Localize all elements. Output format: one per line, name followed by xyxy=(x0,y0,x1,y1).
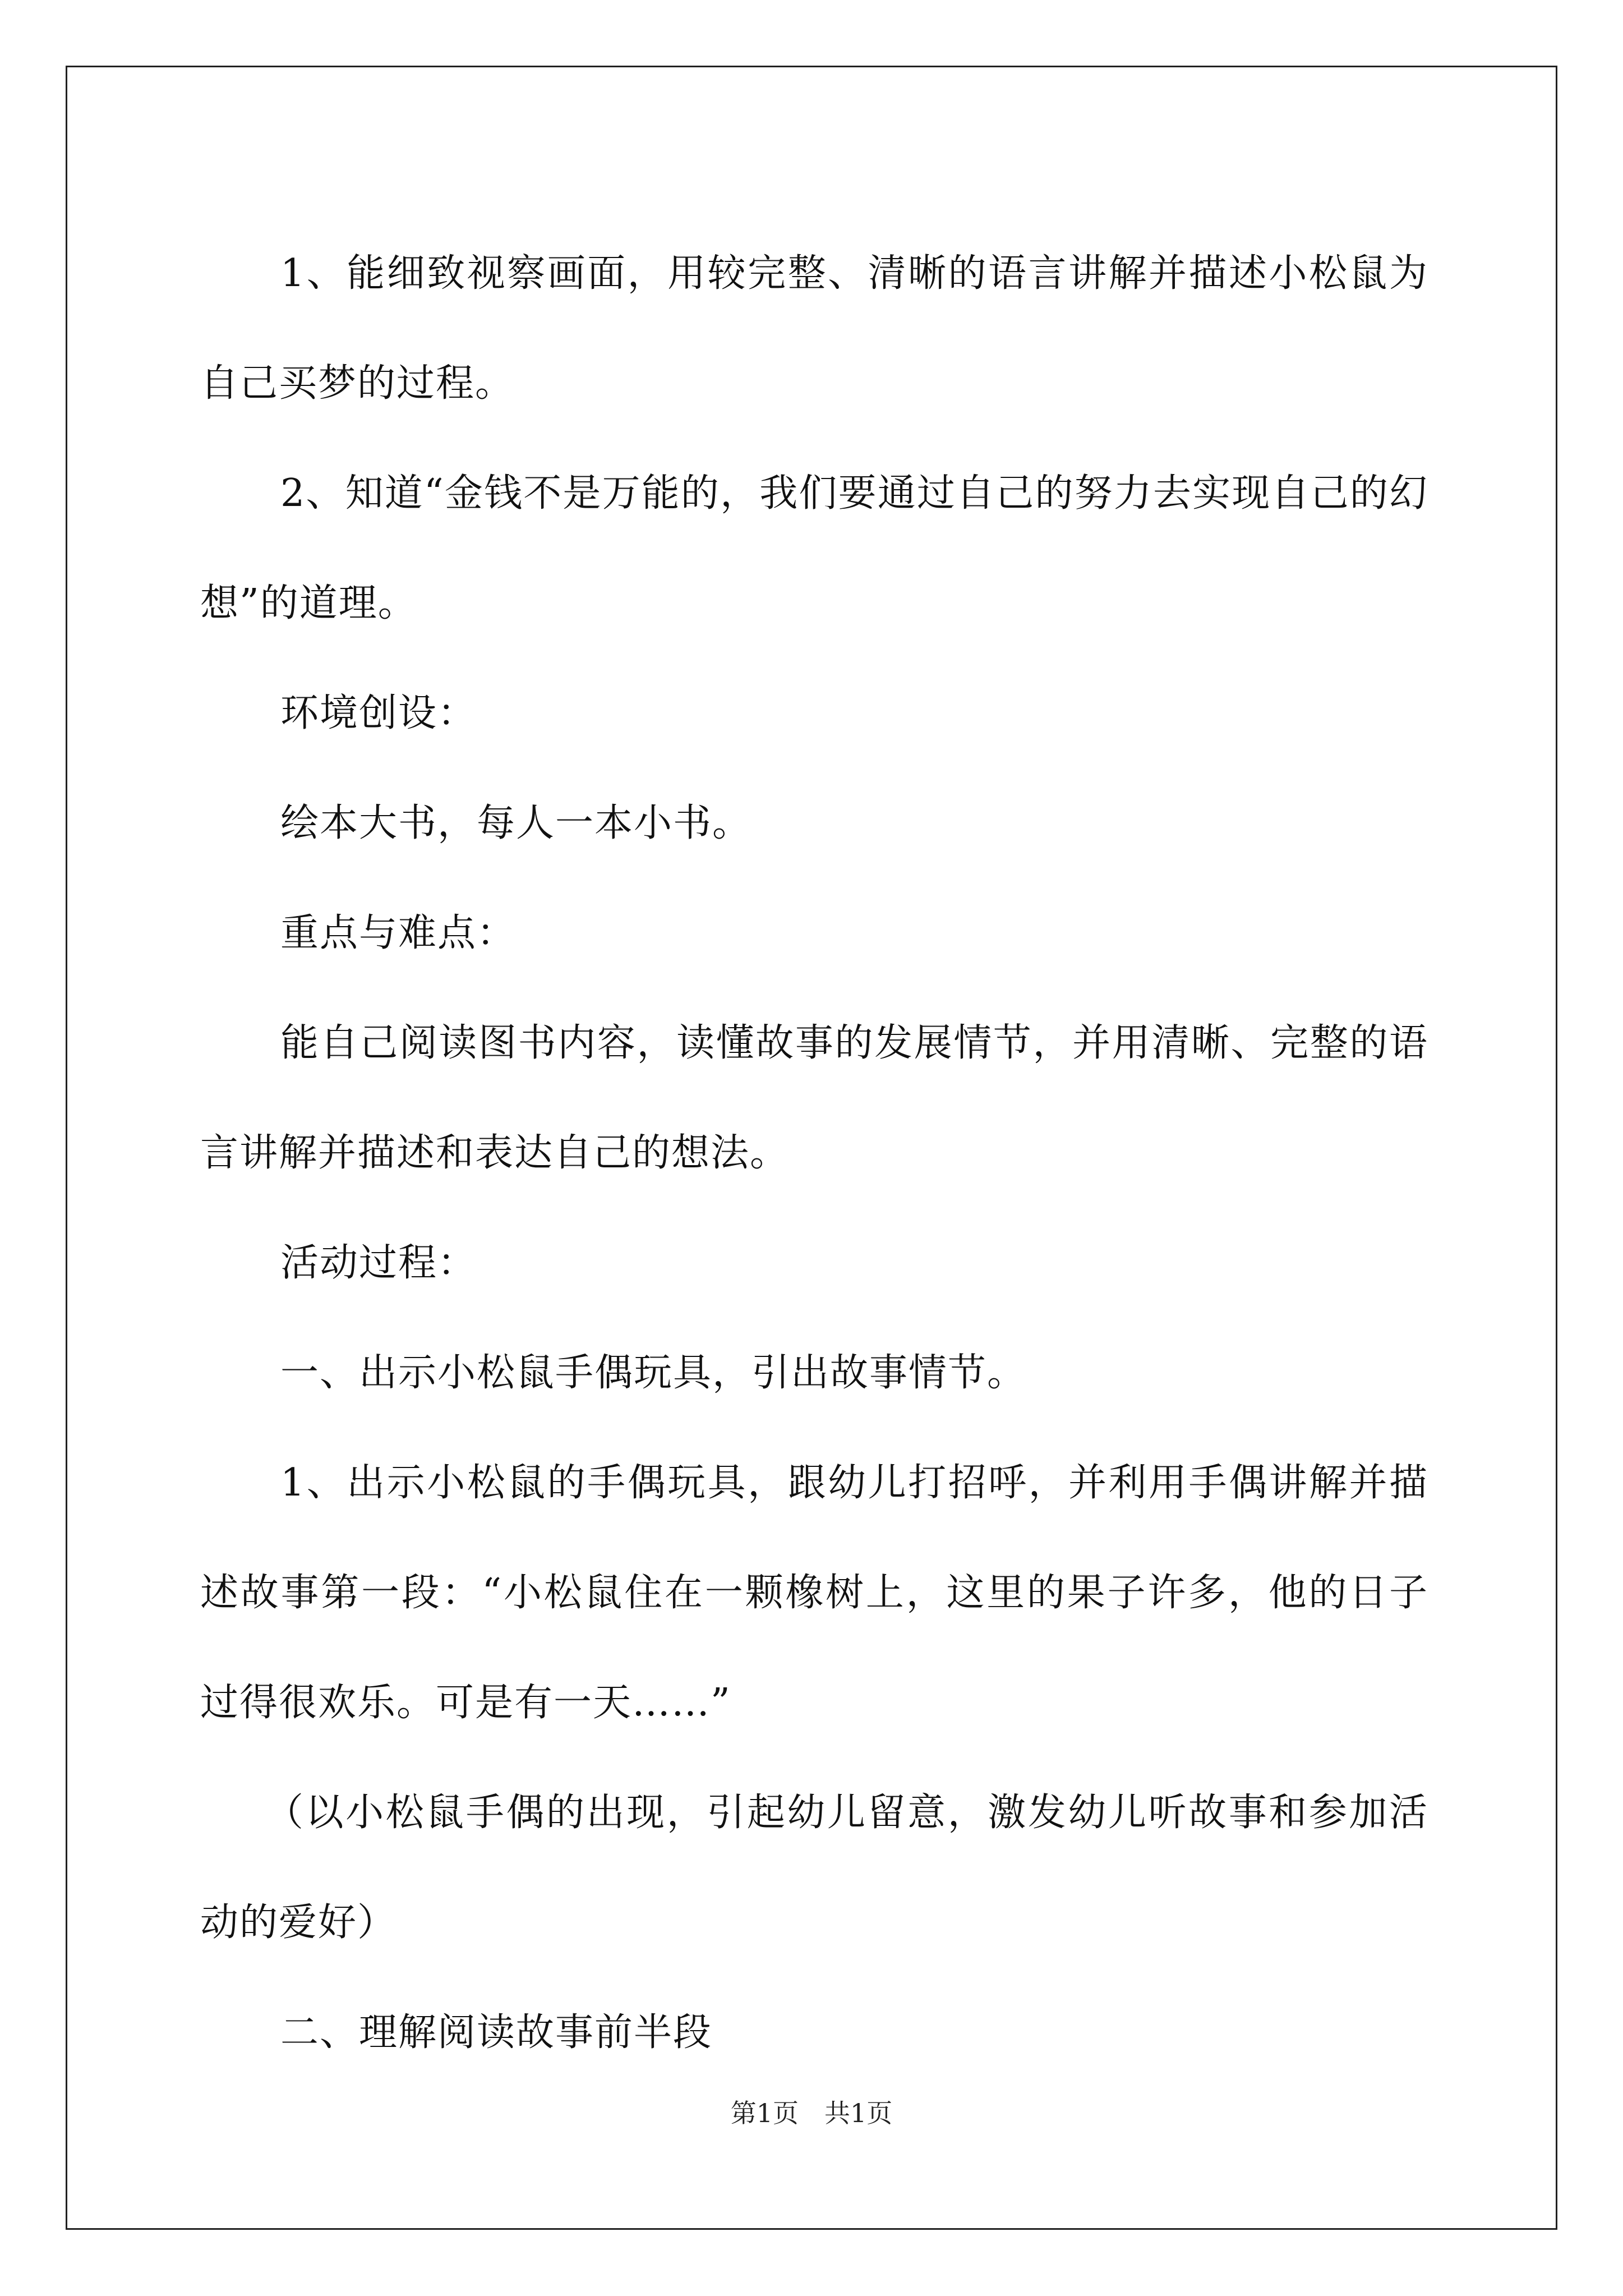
paragraph-environment: 绘本大书，每人一本小书。 xyxy=(280,801,752,845)
heading-process: 活动过程： xyxy=(280,1241,477,1285)
paragraph-note: （以小松鼠手偶的出现，引起幼儿留意，激发幼儿听故事和参加活动的爱好） xyxy=(200,1791,1428,1945)
paragraph-goal-1: 1、能细致视察画面，用较完整、清晰的语言讲解并描述小松鼠为自己买梦的过程。 xyxy=(200,251,1428,406)
page-footer: 第1页 共1页 xyxy=(730,2098,893,2128)
paragraph-goal-2: 2、知道“金钱不是万能的，我们要通过自己的努力去实现自己的幻想”的道理。 xyxy=(200,471,1428,625)
paragraph-step-1: 1、出示小松鼠的手偶玩具，跟幼儿打招呼，并利用手偶讲解并描述故事第一段：“小松鼠住在一颗橡树上，这里的果子许多，他的日子过得很欢乐。可是有一天……” xyxy=(200,1461,1428,1725)
paragraph-key-points: 能自己阅读图书内容，读懂故事的发展情节，并用清晰、完整的语言讲解并描述和表达自己的想法。 xyxy=(200,1021,1428,1175)
heading-environment: 环境创设： xyxy=(280,691,477,735)
section-heading-2: 二、理解阅读故事前半段 xyxy=(280,2010,713,2055)
section-heading-1: 一、出示小松鼠手偶玩具，引出故事情节。 xyxy=(280,1351,1027,1395)
heading-key-points: 重点与难点： xyxy=(280,911,517,955)
document-body xyxy=(200,219,1428,2088)
